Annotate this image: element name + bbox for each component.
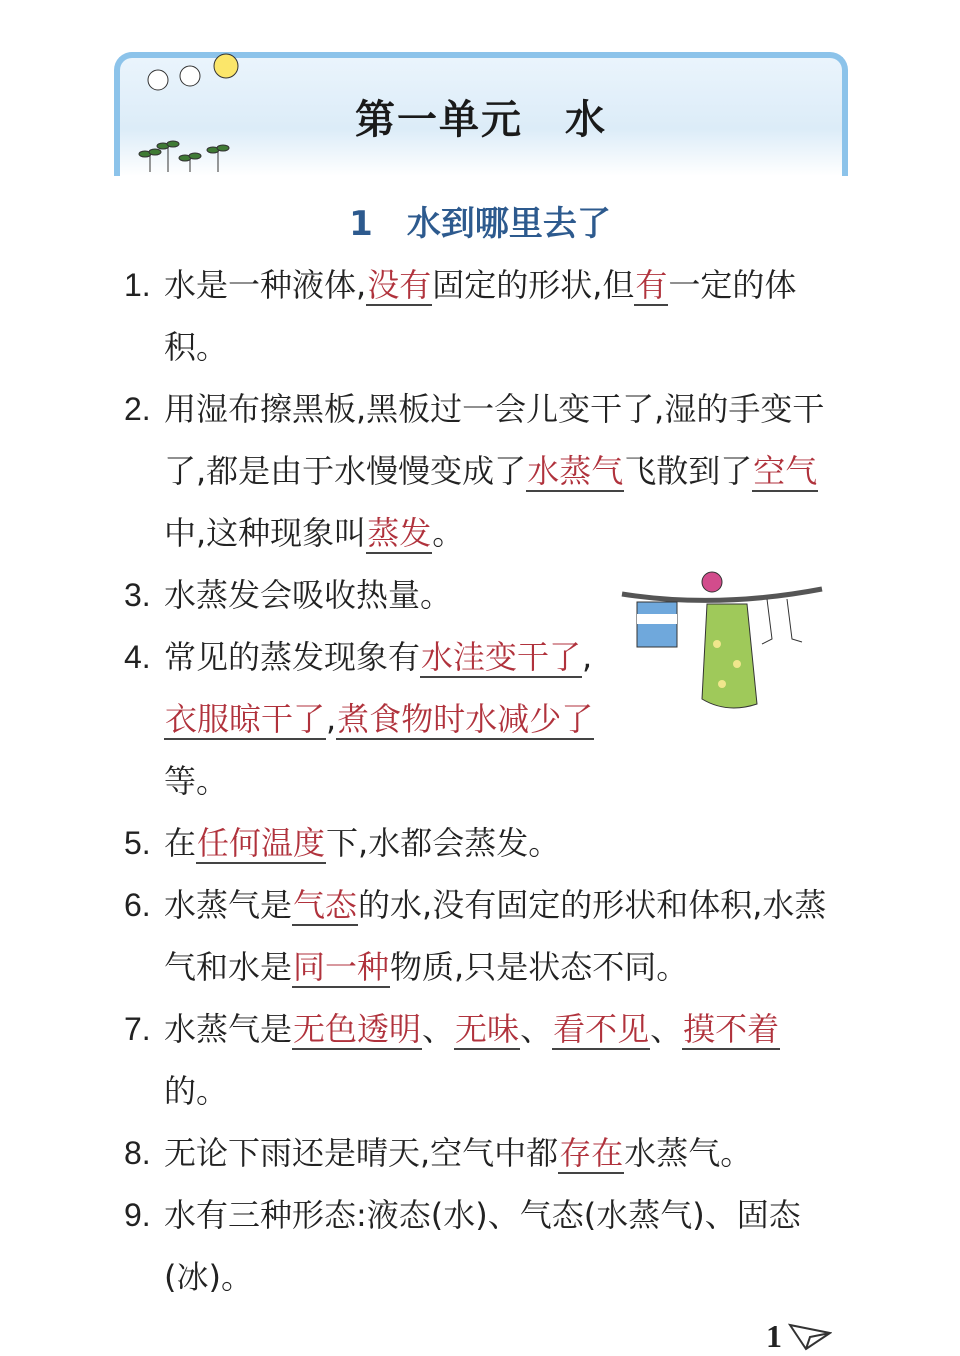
answer-text: 看不见 [553, 1010, 650, 1048]
answer-text: 无味 [455, 1010, 520, 1048]
item-text: 常见的蒸发现象有 [164, 638, 421, 676]
item-text: 水蒸发会吸收热量。 [164, 576, 453, 614]
unit-title: 第一单元 水 [355, 97, 607, 143]
item-text: 水是一种液体, [164, 266, 367, 304]
item-number: 3. [124, 577, 151, 613]
list-item [120, 874, 832, 998]
item-text: , [582, 638, 593, 676]
item-text: 无论下雨还是晴天,空气中都 [164, 1134, 559, 1172]
answer-text: 摸不着 [683, 1010, 780, 1048]
item-text: 飞散到了 [624, 452, 753, 490]
item-text: 、 [422, 1010, 455, 1048]
item-text: 的水,没有固定的形状和体积,水蒸气和水是 [164, 886, 827, 986]
item-text: 物质,只是状态不同。 [390, 948, 689, 986]
answer-text: 水蒸气 [527, 452, 624, 490]
sprout-icon [138, 136, 248, 176]
paper-plane-icon [788, 1321, 832, 1351]
answer-text: 无色透明 [293, 1010, 422, 1048]
item-number: 4. [124, 639, 151, 675]
item-text: 水蒸气是 [164, 1010, 293, 1048]
item-text: 水蒸气。 [624, 1134, 753, 1172]
item-text: 一定的体积。 [164, 266, 797, 366]
list-item [120, 626, 832, 812]
item-number: 7. [124, 1011, 151, 1047]
item-number: 6. [124, 887, 151, 923]
item-text: 在 [164, 824, 197, 862]
item-text: 。 [432, 514, 465, 552]
answer-text: 气态 [293, 886, 358, 924]
chick-icon [128, 50, 248, 110]
list-item [120, 998, 832, 1122]
knowledge-list [120, 254, 832, 1308]
item-text: 用湿布擦黑板,黑板过一会儿变干了,湿的手变干了,都是由于水慢慢变成了 [164, 390, 825, 490]
item-text: 中,这种现象叫 [164, 514, 367, 552]
unit-banner [114, 52, 848, 176]
item-number: 1. [124, 267, 151, 303]
answer-text: 没有 [367, 266, 432, 304]
answer-text: 同一种 [293, 948, 390, 986]
answer-text: 存在 [559, 1134, 624, 1172]
item-text: 、 [650, 1010, 683, 1048]
answer-text: 空气 [753, 452, 818, 490]
answer-text: 煮食物时水减少了 [337, 700, 594, 738]
item-text: , [326, 700, 337, 738]
list-item [120, 1122, 832, 1184]
page-body [120, 254, 832, 1356]
page-number: 1 [766, 1318, 782, 1354]
item-number: 8. [124, 1135, 151, 1171]
answer-text: 有 [635, 266, 668, 304]
list-item [120, 812, 832, 874]
item-number: 9. [124, 1197, 151, 1233]
item-text: 水有三种形态:液态(水)、气态(水蒸气)、固态(冰)。 [164, 1196, 801, 1296]
list-item [120, 564, 832, 626]
page-footer [120, 1316, 832, 1356]
answer-text: 水洼变干了 [421, 638, 582, 676]
lesson-title: 1 水到哪里去了 [349, 204, 611, 244]
item-text: 固定的形状,但 [432, 266, 635, 304]
item-number: 5. [124, 825, 151, 861]
item-text: 、 [520, 1010, 553, 1048]
item-text: 等。 [164, 762, 229, 800]
item-text: 的。 [164, 1072, 229, 1110]
answer-text: 衣服晾干了 [165, 700, 326, 738]
answer-text: 任何温度 [197, 824, 326, 862]
list-item [120, 254, 832, 378]
item-text: 水蒸气是 [164, 886, 293, 924]
list-item [120, 1184, 832, 1308]
list-item [120, 378, 832, 564]
item-number: 2. [124, 391, 151, 427]
item-text: 下,水都会蒸发。 [326, 824, 561, 862]
answer-text: 蒸发 [367, 514, 432, 552]
